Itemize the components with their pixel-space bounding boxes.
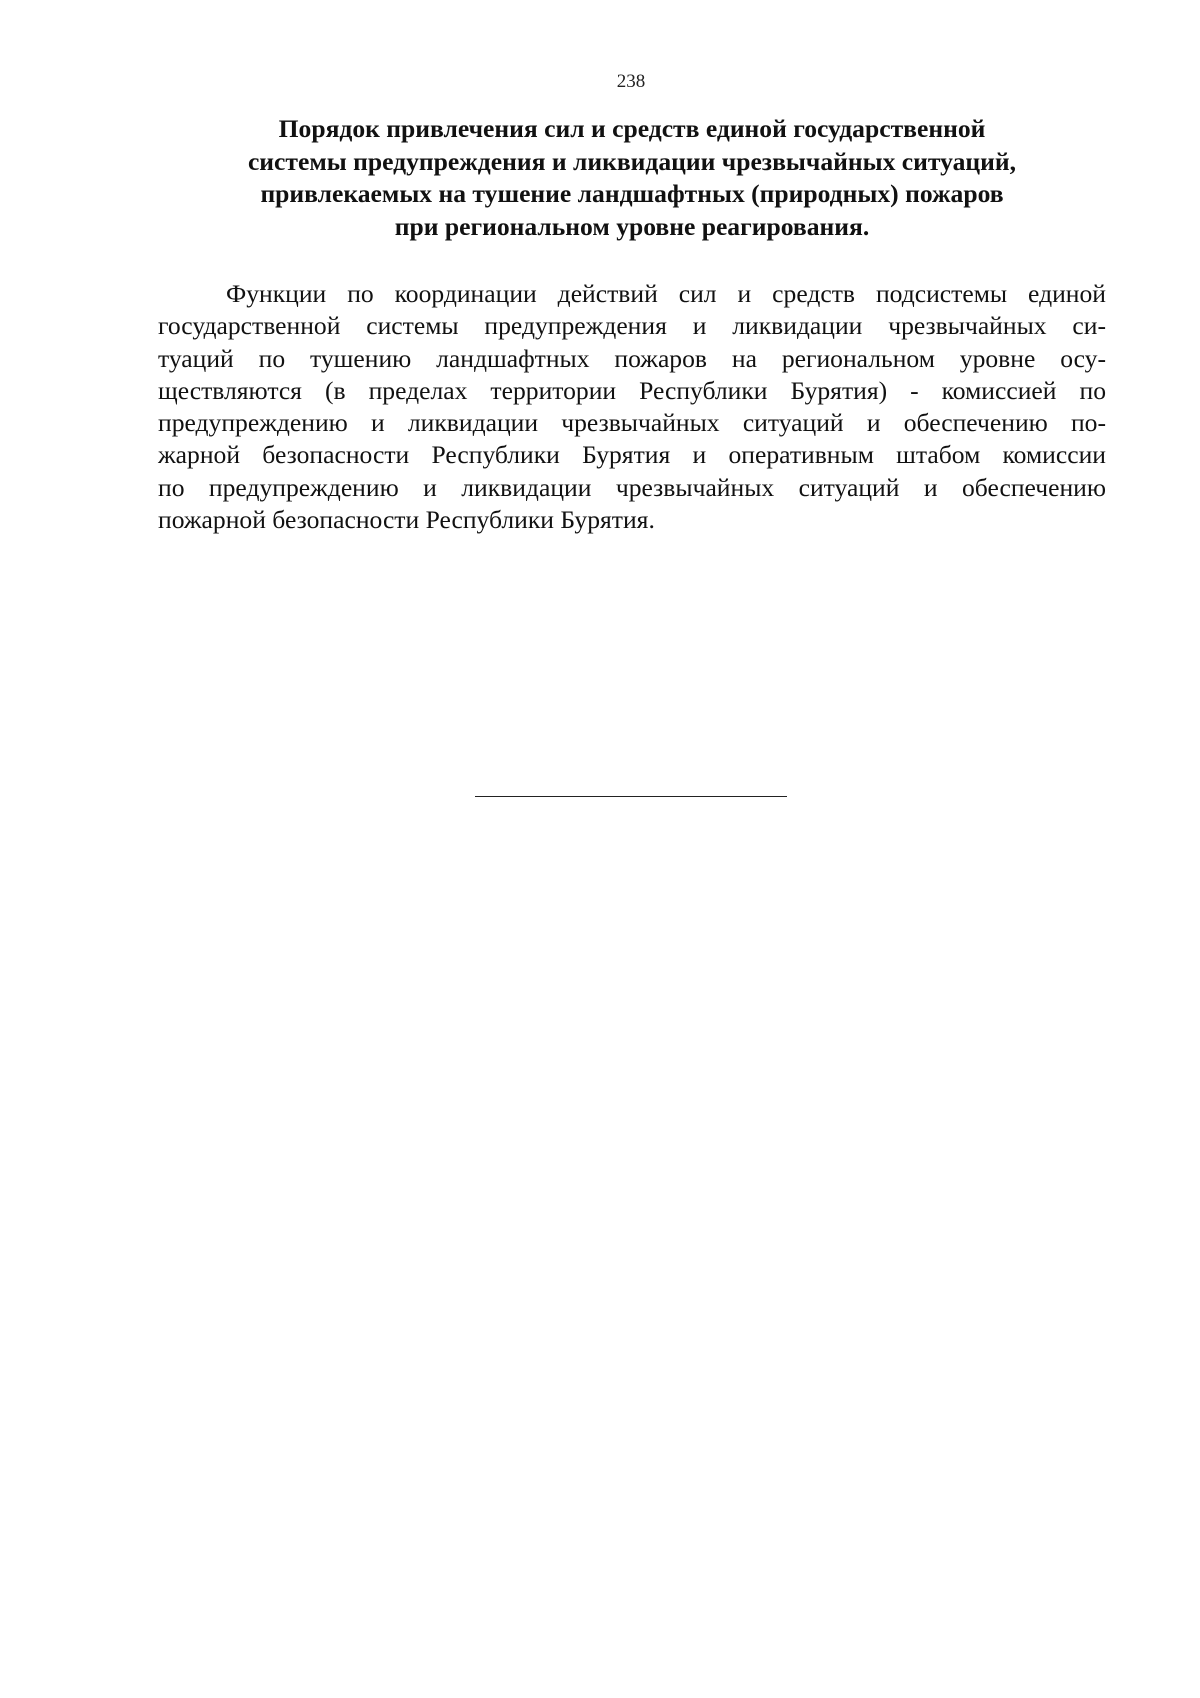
page-number: 238 (616, 71, 646, 92)
document-heading (158, 113, 1106, 243)
body-line: предупреждению и ликвидации чрезвычайных ситуаций и обеспечению по- (158, 408, 1106, 438)
body-line: по предупреждению и ликвидации чрезвычайных ситуаций и обеспечению (158, 472, 1106, 502)
body-line: пожарной безопасности Республики Бурятия. (158, 505, 655, 535)
body-line: Функции по координации действий сил и средств подсистемы единой (226, 279, 1106, 308)
body-line: туаций по тушению ландшафтных пожаров на региональном уровне осу- (158, 343, 1106, 373)
body-line: государственной системы предупреждения и ликвидации чрезвычайных си- (158, 311, 1106, 341)
heading-line: при региональном уровне реагирования. (394, 211, 870, 241)
body-line: ществляются (в пределах территории Республики Бурятия) - комиссией по (158, 375, 1106, 405)
heading-line: Порядок привлечения сил и средств единой государственной (278, 114, 986, 143)
heading-line: системы предупреждения и ликвидации чрезвычайных ситуаций, (247, 146, 1017, 176)
body-line: жарной безопасности Республики Бурятия и оперативным штабом комиссии (158, 440, 1106, 470)
heading-line: привлекаемых на тушение ландшафтных (природных) пожаров (260, 179, 1004, 208)
end-separator-line (475, 796, 787, 797)
body-paragraph (158, 278, 1106, 536)
